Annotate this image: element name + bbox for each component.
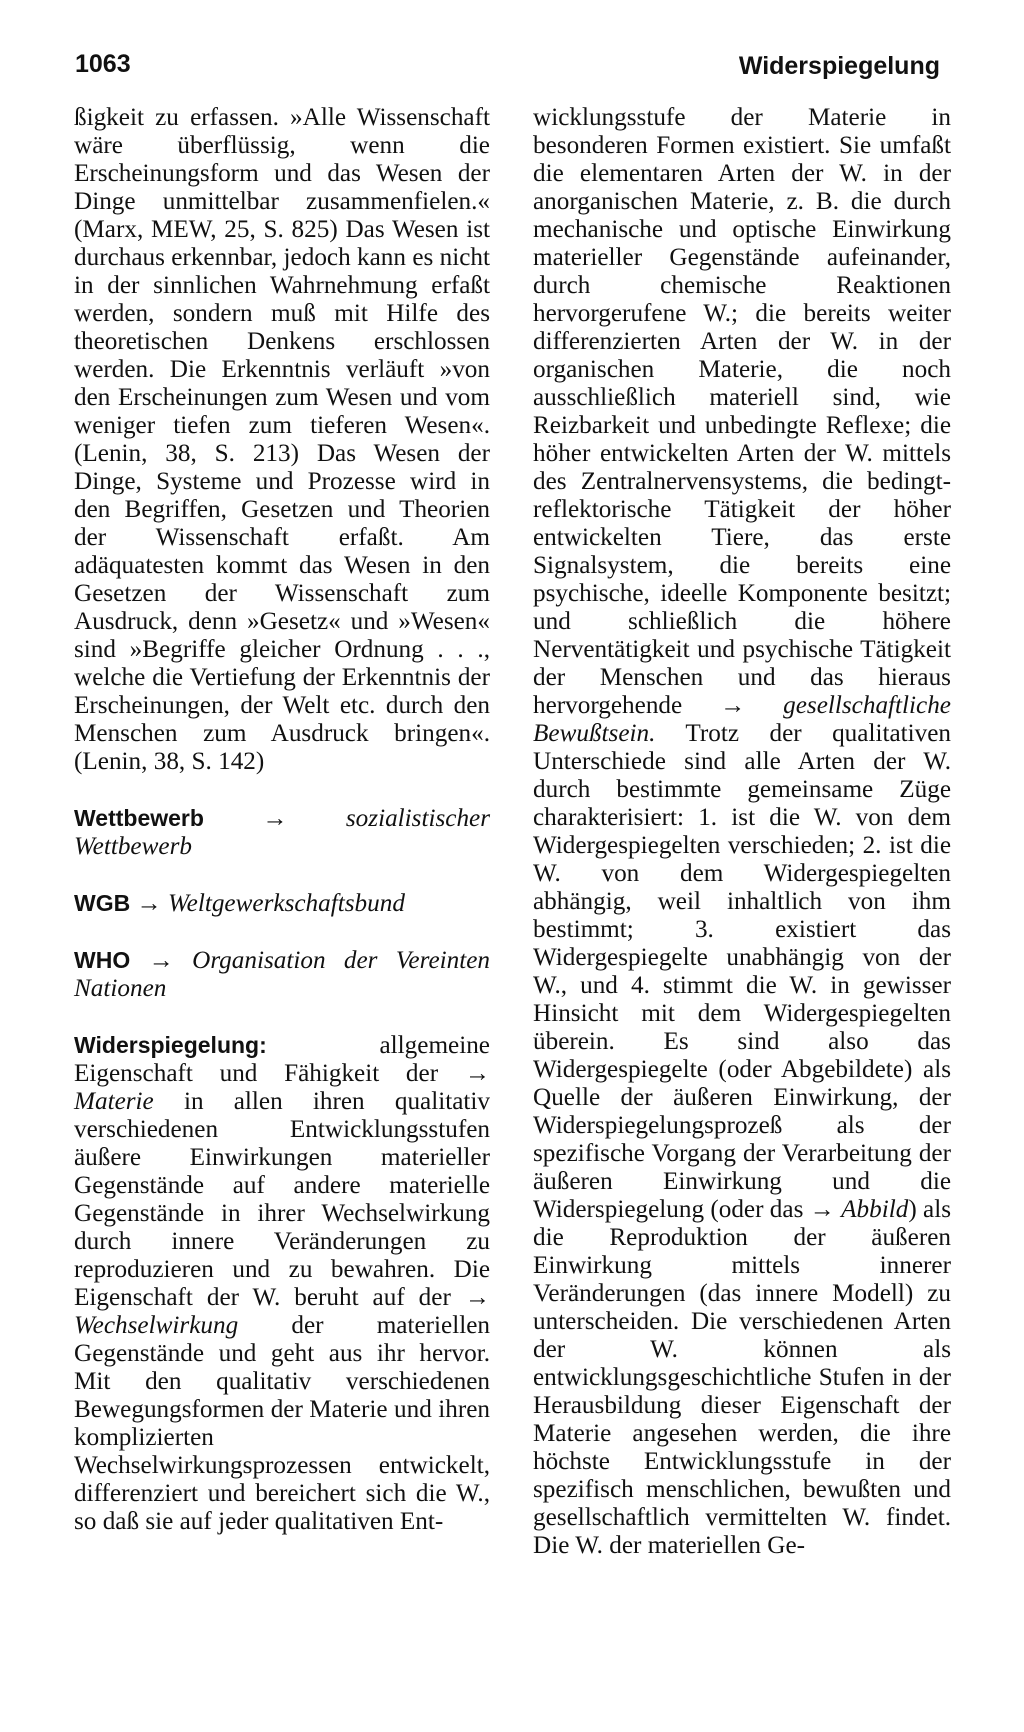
arrow-icon: →	[464, 1060, 490, 1087]
right-column	[533, 104, 951, 1560]
arrow-icon: →	[809, 1196, 835, 1223]
entry-wgb	[74, 889, 490, 918]
crossref-wgb: Weltgewerkschaftsbund	[168, 890, 405, 917]
crossref-who: Organisation der Vereinten Nationen	[74, 947, 491, 1002]
entry-who	[74, 946, 490, 1003]
crossref-materie: Materie	[74, 1088, 154, 1115]
running-head: Widerspiegelung	[738, 52, 940, 80]
headword-wgb: WGB	[74, 890, 131, 916]
entry-text: in allen ihren qualitativ verschiedenen Entwicklungsstufen äußere Einwirkungen materieller Gegenstände auf andere materielle Gegenstände in ihrer Wechselwirkung durch innere Veränderungen zu reproduzieren und zu bewahren. Die Eigenschaft der W. beruht auf der	[74, 1088, 490, 1311]
arrow-icon: →	[148, 947, 174, 974]
crossref-abbild: Abbild	[841, 1196, 909, 1223]
page-number: 1063	[75, 50, 131, 78]
entry-widerspiegelung	[74, 1031, 490, 1536]
crossref-wechselwirkung: Wechselwirkung	[74, 1312, 239, 1339]
headword-who: WHO	[74, 947, 131, 973]
entry-text: der materiellen Gegenstände und geht aus ihr hervor. Mit den qualitativ verschiedenen Bewegungsformen der Materie und ihren komplizierten Wechselwirkungsprozessen entwickelt, differenziert und bereichert sich die W., so daß sie auf jeder qualitativen Ent-	[74, 1312, 490, 1535]
left-column	[74, 104, 490, 1536]
entry-text: allgemeine Eigenschaft und Fähigkeit der	[74, 1032, 490, 1087]
entry-wettbewerb	[74, 804, 490, 861]
headword-widerspiegelung: Widerspiegelung:	[74, 1032, 267, 1058]
arrow-icon: →	[262, 805, 288, 832]
arrow-icon: →	[136, 890, 162, 917]
body-text: wicklungsstufe der Materie in besonderen Formen existiert. Sie umfaßt die elementaren Arten der W. in der anorganischen Materie, z. B. die durch mechanische und optische Einwirkung materieller Gegenstände aufeinander, durch chemische Reaktionen hervorgerufene W.; die bereits weiter differenzierten Arten der W. in der organischen Materie, die noch ausschließlich materiell sind, wie Reizbarkeit und unbedingte Reflexe; die höher entwickelten Arten der W. mittels des Zentralnervensystems, die bedingt-reflektorische Tätigkeit der höher entwickelten Tiere, das erste Signalsystem, die bereits eine psychische, ideelle Komponente besitzt; und schließlich die höhere Nerventätigkeit und psychische Tätigkeit der Menschen und das hieraus hervorgehende	[533, 104, 951, 719]
arrow-icon: →	[464, 1284, 490, 1311]
arrow-icon: →	[720, 692, 746, 719]
paragraph-widerspiegelung-continuation	[533, 104, 951, 1560]
crossref-wettbewerb: sozialistischer Wettbewerb	[74, 805, 491, 860]
paragraph-wesen-continuation: ßigkeit zu erfassen. »Alle Wissenschaft wäre überflüssig, wenn die Erscheinungsform und das Wesen der Dinge unmittelbar zusammenfielen.« (Marx, MEW, 25, S. 825) Das Wesen ist durchaus erkennbar, jedoch kann es nicht in der sinnlichen Wahrnehmung erfaßt werden, sondern muß mit Hilfe des theoretischen Denkens erschlossen werden. Die Erkenntnis verläuft »von den Erscheinungen zum Wesen und vom weniger tiefen zum tieferen Wesen«. (Lenin, 38, S. 213) Das Wesen der Dinge, Systeme und Prozesse wird in den Begriffen, Gesetzen und Theorien der Wissenschaft erfaßt. Am adäquatesten kommt das Wesen in den Gesetzen der Wissenschaft zum Ausdruck, denn »Gesetz« und »Wesen« sind »Begriffe gleicher Ordnung . . ., welche die Vertiefung der Erkenntnis der Erscheinungen, der Welt etc. durch den Menschen zum Ausdruck bringen«. (Lenin, 38, S. 142)	[74, 104, 490, 775]
body-text: ) als die Reproduktion der äußeren Einwirkung mittels innerer Veränderungen (das innere Modell) zu unterscheiden. Die verschiedenen Arten der W. können als entwicklungsgeschichtliche Stufen in der Herausbildung dieser Eigenschaft der Materie angesehen werden, die ihre höchste Entwicklungsstufe in der spezifisch menschlichen, bewußten und gesellschaftlich vermittelten W. findet. Die W. der materiellen Ge-	[533, 1196, 952, 1559]
body-text: Trotz der qualitativen Unterschiede sind alle Arten der W. durch bestimmte gemeinsame Züge charakterisiert: 1. ist die W. von dem Widergespiegelten verschieden; 2. ist die W. von dem Widergespiegelten abhängig, weil inhaltlich von ihm bestimmt; 3. existiert das Widergespiegelte unabhängig von der W., und 4. stimmt die W. in gewisser Hinsicht mit dem Widergespiegelten überein. Es sind also das Widergespiegelte (oder Abgebildete) als Quelle der äußeren Einwirkung, der Widerspiegelungsprozeß als der spezifische Vorgang der Verarbeitung der äußeren Einwirkung und die Widerspiegelung (oder das	[533, 720, 951, 1223]
headword-wettbewerb: Wettbewerb	[74, 805, 204, 831]
crossref-gesellschaftliche-bewusstsein: gesellschaftliche Bewußtsein.	[533, 692, 951, 747]
